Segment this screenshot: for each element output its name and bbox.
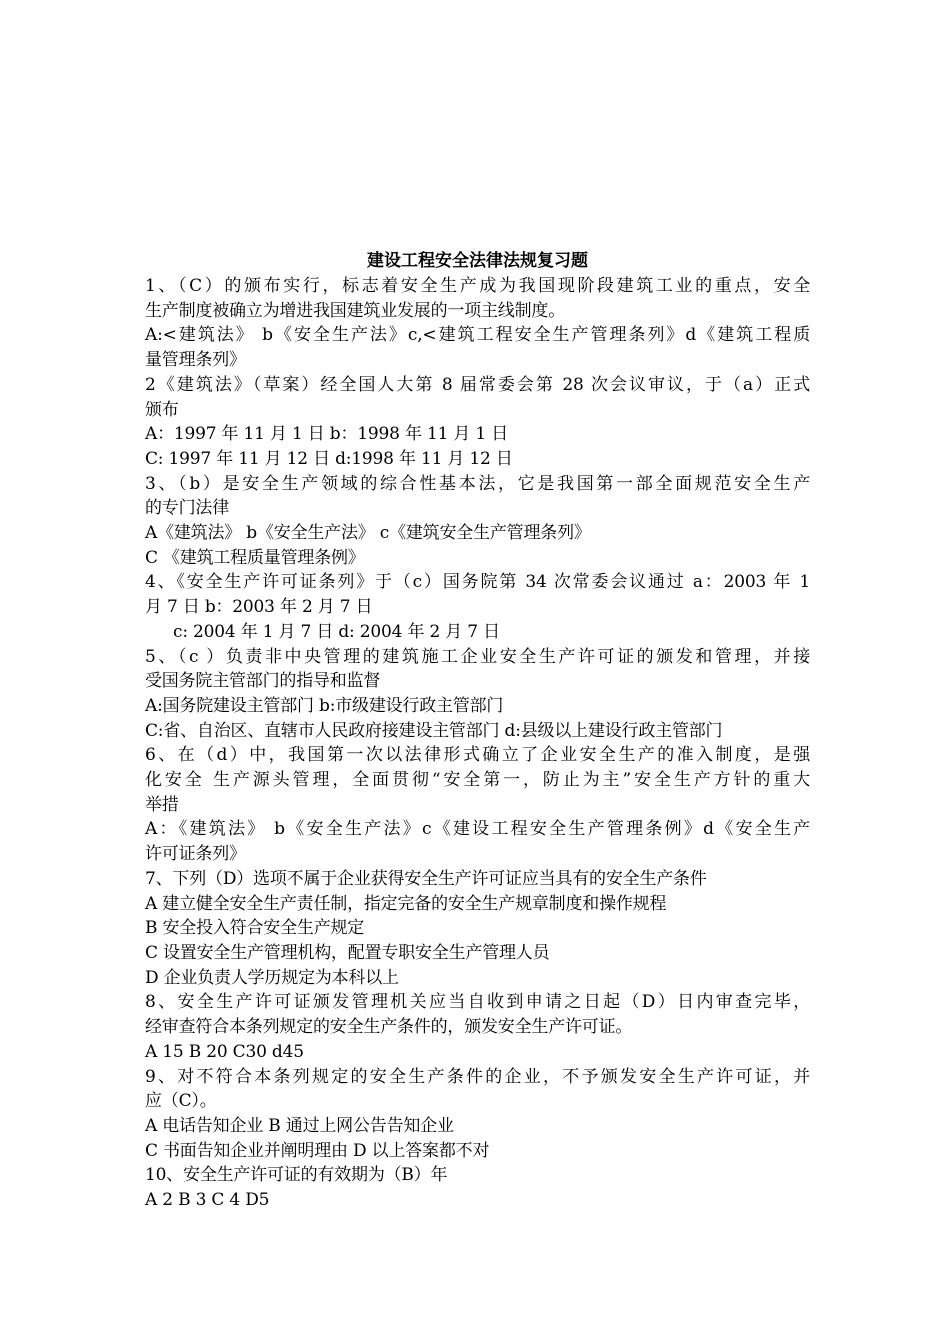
question-1-options-line-2: 量管理条列》 [145,350,246,371]
question-6-options-line-1: A：《建筑法》 b《安全生产法》c《建设工程安全生产管理条例》d《安全生产 [145,819,810,840]
question-2-line-1: 2《建筑法》（草案）经全国人大第 8 届常委会第 28 次会议审议，于（a）正式 [145,374,810,395]
question-8-line-1: 8、安全生产许可证颁发管理机关应当自收到申请之日起（D）日内审查完毕， [145,992,810,1013]
question-5-line-2: 受国务院主管部门的指导和监督 [145,671,381,692]
question-8-line-2: 经审查符合本条列规定的安全生产条件的，颁发安全生产许可证。 [145,1017,633,1038]
question-7-option-d: D 企业负责人学历规定为本科以上 [145,967,399,988]
question-6-line-3: 举措 [145,794,179,815]
question-9-options-line-1: A 电话告知企业 B 通过上网公告告知企业 [145,1115,454,1136]
question-6-options-line-2: 许可证条列》 [145,844,246,865]
question-1-options-line-1: A:<建筑法》 b《安全生产法》c,<建筑工程安全生产管理条列》d《建筑工程质 [145,325,810,346]
question-2-options-line-2: C: 1997 年 11 月 12 日 d:1998 年 11 月 12 日 [145,448,513,469]
question-9-line-2: 应（C）。 [145,1091,217,1112]
question-6-line-1: 6、在（d）中，我国第一次以法律形式确立了企业安全生产的准入制度，是强 [145,745,810,766]
question-7-option-a: A 建立健全安全生产责任制，指定完备的安全生产规章制度和操作规程 [145,893,667,914]
question-3-options-line-2: C 《建筑工程质量管理条例》 [145,547,365,568]
document-title: 建设工程安全法律法规复习题 [367,251,588,271]
question-4-line-1: 4、《安全生产许可证条列》于（c）国务院第 34 次常委会议通过 a：2003 年 1 [145,572,810,593]
question-1-line-1: 1、（C）的颁布实行，标志着安全生产成为我国现阶段建筑工业的重点，安全 [145,276,810,296]
question-3-line-1: 3、（b）是安全生产领域的综合性基本法，它是我国第一部全面规范安全生产 [145,473,810,494]
document-page [145,248,810,1213]
question-5-options-line-1: A:国务院建设主管部门 b:市级建设行政主管部门 [145,695,504,716]
question-3-options-line-1: A《建筑法》 b《安全生产法》 c《建筑安全生产管理条列》 [145,523,591,544]
question-3-line-2: 的专门法律 [145,498,229,519]
question-5-line-1: 5、（c ）负责非中央管理的建筑施工企业安全生产许可证的颁发和管理，并接 [145,646,810,667]
question-9-options-line-2: C 书面告知企业并阐明理由 D 以上答案都不对 [145,1140,490,1161]
question-2-line-2: 颁布 [145,399,179,420]
question-10-line-1: 10、安全生产许可证的有效期为（B）年 [145,1165,448,1186]
question-7-line-1: 7、下列（D）选项不属于企业获得安全生产许可证应当具有的安全生产条件 [145,868,707,889]
question-7-option-c: C 设置安全生产管理机构，配置专职安全生产管理人员 [145,942,550,963]
question-8-options-line: A 15 B 20 C30 d45 [145,1041,304,1062]
question-4-options-line: c: 2004 年 1 月 7 日 d: 2004 年 2 月 7 日 [173,621,500,642]
question-2-options-line-1: A：1997 年 11 月 1 日 b：1998 年 11 月 1 日 [145,424,509,445]
question-9-line-1: 9、对不符合本条列规定的安全生产条件的企业，不予颁发安全生产许可证，并 [145,1066,810,1087]
question-5-options-line-2: C:省、自治区、直辖市人民政府接建设主管部门 d:县级以上建设行政主管部门 [145,720,723,741]
question-7-option-b: B 安全投入符合安全生产规定 [145,918,365,939]
question-1-line-2: 生产制度被确立为增进我国建筑业发展的一项主线制度。 [145,300,565,321]
question-6-line-2: 化安全 生产源头管理，全面贯彻“安全第一，防止为主”安全生产方针的重大 [145,770,810,791]
question-10-options-line: A 2 B 3 C 4 D5 [145,1190,270,1211]
question-4-line-2: 月 7 日 b：2003 年 2 月 7 日 [145,597,373,618]
